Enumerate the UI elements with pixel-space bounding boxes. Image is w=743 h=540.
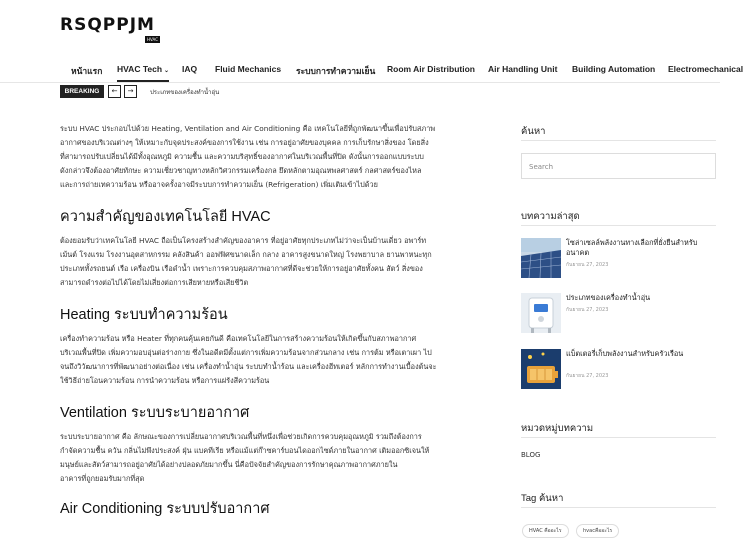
importance-paragraph xyxy=(60,234,502,290)
recent-post-item[interactable] xyxy=(521,293,716,333)
heading-importance: ความสำคัญของเทคโนโลยี HVAC xyxy=(60,209,271,225)
nav-item-electromechanical[interactable]: Electromechanical xyxy=(668,64,743,74)
text-line: อาคารที่ถูกยอมรับมากที่สุด xyxy=(60,474,145,483)
text-line: ต้องยอมรับว่าเทคโนโลยี HVAC ถือเป็นโครงสร้างสำคัญของอาคาร ที่อยู่อาศัยทุกประเภทไม่ว่าจะเป็นบ้านเดี่ยว อพาร์ท xyxy=(60,236,427,245)
divider xyxy=(521,140,716,141)
arrow-left-icon: ← xyxy=(111,87,118,95)
category-link-blog[interactable]: BLOG xyxy=(521,451,541,459)
article-body xyxy=(60,122,502,518)
post-date: กันยายน 27, 2023 xyxy=(566,262,609,268)
divider xyxy=(521,437,716,438)
ventilation-paragraph xyxy=(60,430,502,486)
post-title-link[interactable]: แบ็ตเตอรี่เก็บพลังงานสำหรับครัวเรือน xyxy=(566,349,684,358)
nav-item-room-air-distribution[interactable]: Room Air Distribution xyxy=(387,64,475,74)
nav-item-air-handling-unit[interactable]: Air Handling Unit xyxy=(488,64,558,74)
divider xyxy=(521,507,716,508)
tag-link[interactable]: HVAC คืออะไร xyxy=(522,524,569,538)
logo-text: RSQPPJM xyxy=(60,15,155,35)
main-nav xyxy=(0,55,743,83)
text-line: ระบบระบายอากาศ คือ ลักษณะของการเปลี่ยนอากาศบริเวณพื้นที่หนึ่งเพื่อช่วยเกิดการควบคุมอุณหภูมิ รวมถึงต้องการ xyxy=(60,432,422,441)
heating-paragraph xyxy=(60,332,502,388)
post-title-link[interactable]: โซล่าเซลล์พลังงานทางเลือกที่ยั่งยืนสำหรับอนาคต xyxy=(566,238,698,257)
post-title-link[interactable]: ประเภทของเครื่องทำน้ำอุ่น xyxy=(566,293,651,302)
text-line: ที่สามารถปรับเปลี่ยนได้มีทั้งอุณหภูมิ ความชื้น และความบริสุทธิ์ของอากาศในบริเวณพื้นที่ปิด ดังนั้นการออกแบบระบบ xyxy=(60,152,424,161)
logo-subtext: HVAC xyxy=(147,37,158,42)
nav-item-building-automation[interactable]: Building Automation xyxy=(572,64,656,74)
nav-item-hvac-tech-label: HVAC Tech xyxy=(117,64,163,74)
nav-item-fluid-mechanics[interactable]: Fluid Mechanics xyxy=(215,64,282,74)
text-line: เครื่องทำความร้อน หรือ Heater ที่ทุกคนคุ้นเคยกันดี คือเทคโนโลยีในการสร้างความร้อนให้เกิดขึ้นกับสภาพอากาศ xyxy=(60,334,417,343)
post-thumbnail-solar[interactable] xyxy=(521,238,561,278)
sidebar-search-title: ค้นหา xyxy=(521,126,546,137)
breaking-prev-button[interactable] xyxy=(108,85,121,98)
post-thumbnail-battery[interactable] xyxy=(521,349,561,389)
search-input[interactable] xyxy=(522,155,715,179)
text-line: เม้นต์ โรงแรม โรงงานอุตสาหกรรม คลังสินค้า ออฟฟิศขนาดเล็ก กลาง อาคารสูงขนาดใหญ่ โรงพยาบาล ยานพาหนะทุก xyxy=(60,250,432,259)
tag-link[interactable]: hvacคืออะไร xyxy=(576,524,619,538)
sidebar-recent-title: บทความล่าสุด xyxy=(521,211,580,222)
heading-air-conditioning: Air Conditioning ระบบปรับอากาศ xyxy=(60,501,270,517)
divider xyxy=(521,225,716,226)
text-line: ประเภททั้งรถยนต์ เรือ เครื่องบิน เรือดำน้ำ เพราะการควบคุมสภาพอากาศที่ดีจะช่วยให้การอยู่อาศัยทั้งคน สัตว์ สิ่งของ xyxy=(60,264,423,273)
sidebar-tag-title: Tag ค้นหา xyxy=(521,493,564,504)
text-line: จนถึงวิวัฒนาการที่พัฒนาอย่างต่อเนื่อง เช่น เครื่องทำน้ำอุ่น ระบบทำน้ำร้อน และเครื่องฮีทเตอร์ หลักการทำงานเบื้องต้นจะ xyxy=(60,362,437,371)
text-line: ใช้วิธีถ่ายโอนความร้อน การนำความร้อน หรือการแผ่รังสีความร้อน xyxy=(60,376,270,385)
nav-item-iaq[interactable]: IAQ xyxy=(182,64,198,74)
text-line: มนุษย์และสัตว์สามารถอยู่อาศัยได้อย่างปลอดภัยมากขึ้น นี่คือปัจจัยสำคัญของการรักษาคุณภาพอากาศภายใน xyxy=(60,460,398,469)
text-line: ระบบ HVAC ประกอบไปด้วย Heating, Ventilation and Air Conditioning คือ เทคโนโลยีที่ถูกพัฒนาขึ้นเพื่อปรับสภาพ xyxy=(60,124,436,133)
chevron-down-icon: ⌄ xyxy=(164,68,170,74)
breaking-news-bar xyxy=(60,85,720,98)
nav-item-hvac-tech[interactable] xyxy=(117,64,169,74)
text-line: อากาศของบริเวณต่างๆ ให้เหมาะกับจุดประสงค์ของการใช้งาน เช่น การอยู่อาศัยของบุคคล การเก็บรักษาสิ่งของ โดยสิ่ง xyxy=(60,138,429,147)
site-logo[interactable] xyxy=(60,16,160,42)
solar-panel-image xyxy=(521,238,561,278)
water-heater-image xyxy=(521,293,561,333)
breaking-headline-link[interactable]: ประเภทของเครื่องทำน้ำอุ่น xyxy=(150,89,220,96)
arrow-right-icon: → xyxy=(127,87,134,95)
post-date: กันยายน 27, 2023 xyxy=(566,307,609,313)
text-line: ดังกล่าวจึงต้องอาศัยทักษะ ความเชี่ยวชาญทางหลักวิศวกรรมเครื่องกล ยึดหลักตามอุณหพลศาสตร์ กลศาสตร์ของไหล xyxy=(60,166,422,175)
recent-post-item[interactable] xyxy=(521,349,716,389)
recent-post-item[interactable] xyxy=(521,238,716,278)
sidebar-category-title: หมวดหมู่บทความ xyxy=(521,423,594,434)
breaking-label: BREAKING xyxy=(60,85,104,98)
post-thumbnail-water-heater[interactable] xyxy=(521,293,561,333)
text-line: กำจัดความชื้น ควัน กลิ่นไม่พึงประสงค์ ฝุ่น แบคทีเรีย หรือแม้แต่ก๊าซคาร์บอนไดออกไซด์ภายในอากาศ เติมออกซิเจนให้ xyxy=(60,446,430,455)
text-line: และการถ่ายเทความร้อน หรืออาจครั้งอาจมีระบบการทำความเย็น (Refrigeration) เพิ่มเติมเข้าไปด้วย xyxy=(60,180,378,189)
battery-image xyxy=(521,349,561,389)
nav-item-refrigeration[interactable]: ระบบการทำความเย็น xyxy=(296,66,376,76)
heading-ventilation: Ventilation ระบบระบายอากาศ xyxy=(60,405,250,421)
text-line: สามารถดำรงต่อไปได้โดยไม่เสี่ยงต่อการเสียหายหรือเสียชีวิต xyxy=(60,278,249,287)
text-line: บริเวณพื้นที่ปิด เพิ่มความอบอุ่นต่อร่างกาย ซึ่งในอดีตมีตั้งแต่การเพิ่มความร้อนจากส่วนกลาง เช่น การต้ม หรือเตาเผา ไป xyxy=(60,348,432,357)
post-date: กันยายน 27, 2023 xyxy=(566,373,609,379)
breaking-next-button[interactable] xyxy=(124,85,137,98)
heading-heating: Heating ระบบทำความร้อน xyxy=(60,307,228,323)
search-field[interactable] xyxy=(521,153,716,179)
intro-paragraph xyxy=(60,122,502,192)
nav-item-home[interactable]: หน้าแรก xyxy=(71,66,103,76)
